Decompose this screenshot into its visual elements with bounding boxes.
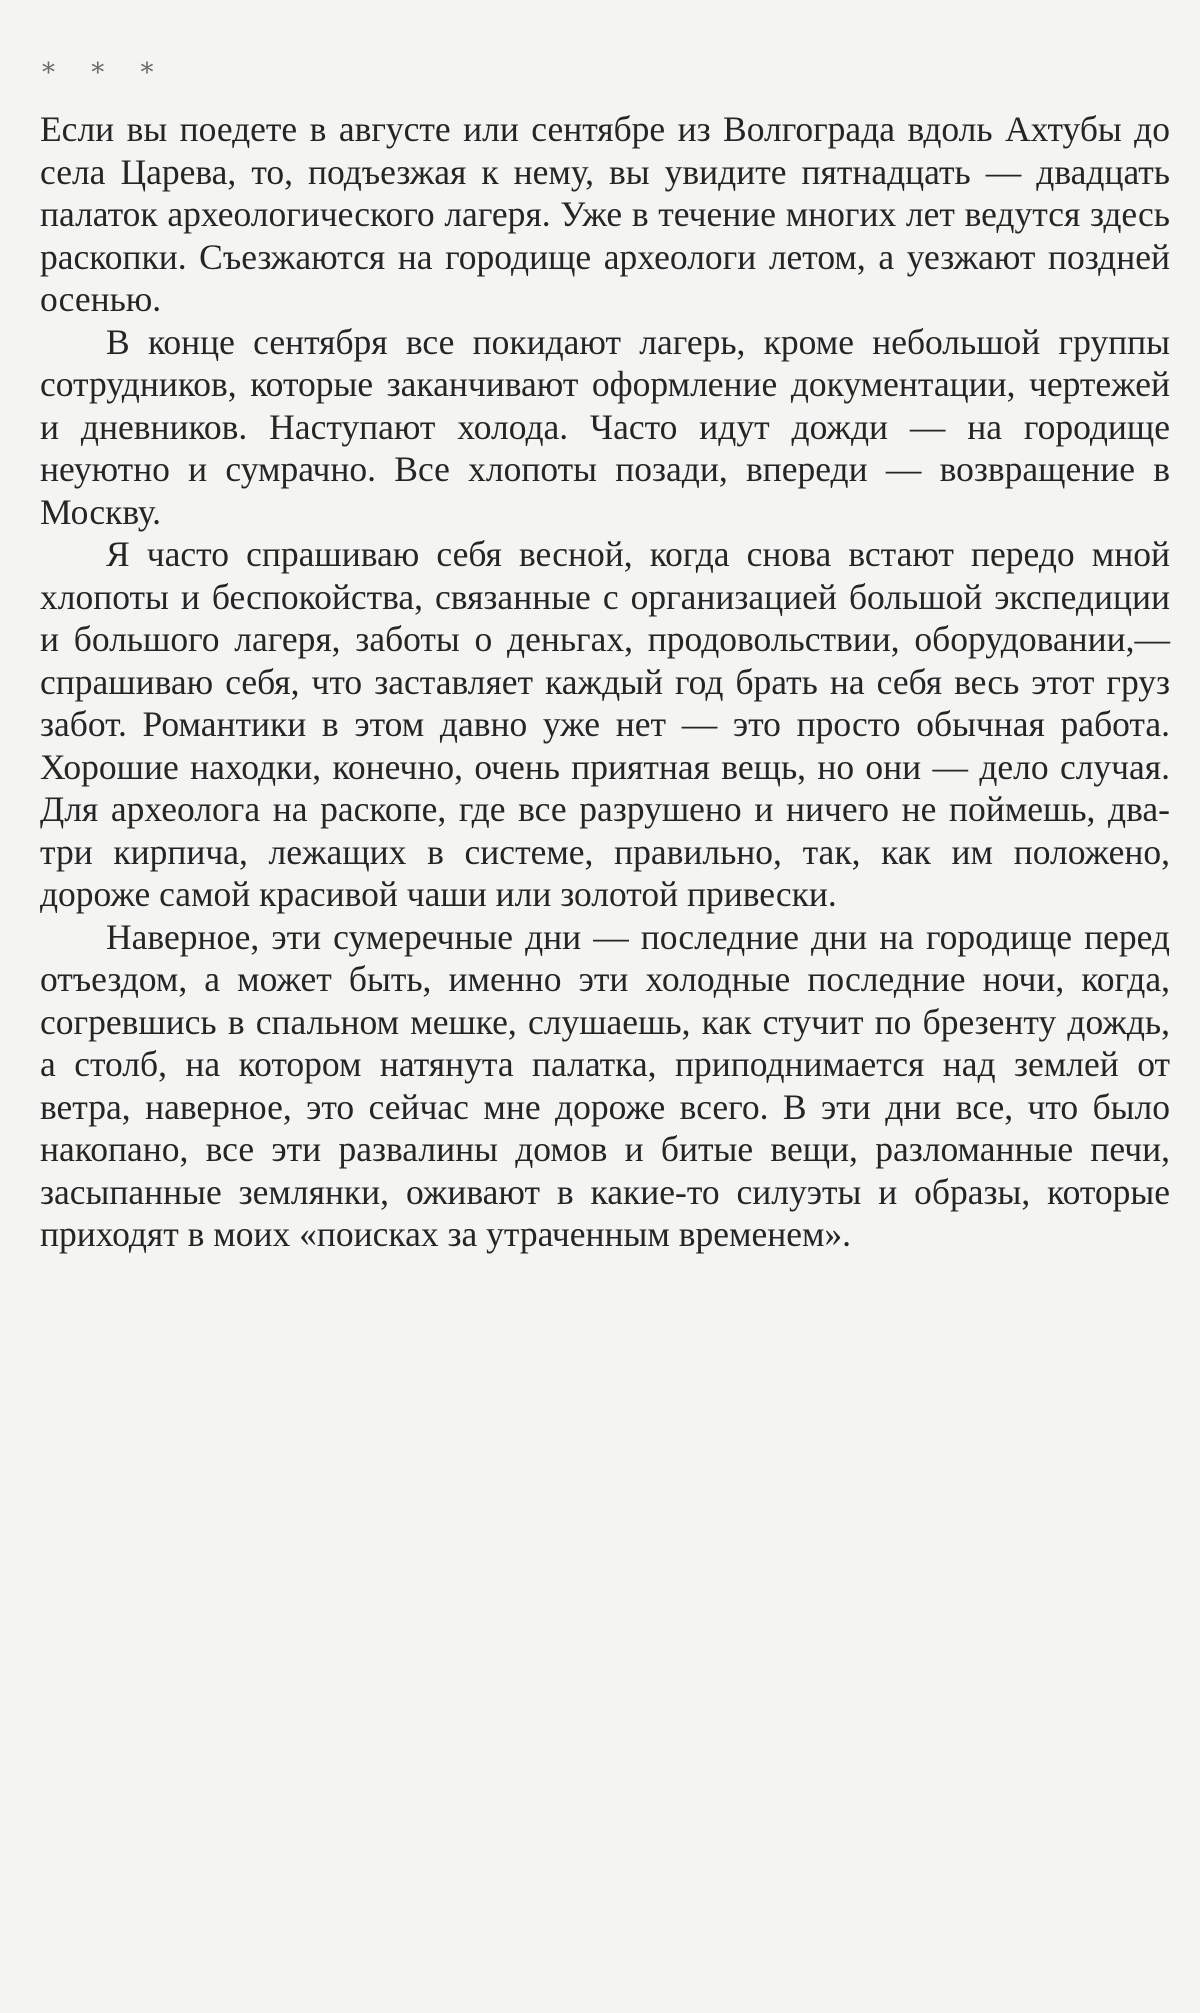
body-text bbox=[40, 108, 1170, 1256]
paragraph-4: Наверное, эти сумеречные дни — последние дни на городище перед отъездом, а может быть, именно эти холодные последние ночи, когда, согревшись в спальном мешке, слушаешь, как стучит по брезенту дождь, а столб, на котором натянута палатка, приподнимается над землей от ветра, наверное, это сейчас мне дороже всего. В эти дни все, что было накопано, все эти развалины домов и битые вещи, разломанные печи, засыпанные землянки, оживают в какие-то силуэты и образы, которые приходят в моих «поисках за утраченным временем». bbox=[40, 916, 1170, 1254]
paragraph-1: Если вы поедете в августе или сентябре из Волгограда вдоль Ахтубы до села Царева, то, подъезжая к нему, вы увидите пятнадцать — двадцать палаток археологического лагеря. Уже в течение многих лет ведутся здесь раскопки. Съезжаются на городище археологи летом, а уезжают поздней осенью. bbox=[40, 109, 1170, 319]
paragraph-2: В конце сентября все покидают лагерь, кроме небольшой группы сотрудников, которые заканчивают оформление документации, чертежей и дневников. Наступают холода. Часто идут дожди — на городище неуютно и сумрачно. Все хлопоты позади, впереди — возвращение в Москву. bbox=[40, 321, 1170, 532]
section-break-asterisks: * * * bbox=[42, 58, 168, 88]
paragraph-3: Я часто спрашиваю себя весной, когда снова встают передо мной хлопоты и беспокойства, связанные с организацией большой экспедиции и большого лагеря, заботы о деньгах, продовольствии, оборудовании,— спрашиваю себя, что заставляет каждый год брать на себя весь этот груз забот. Романтики в этом давно уже нет — это просто обычная работа. Хорошие находки, конечно, очень приятная вещь, но они — дело случая. Для археолога на раскопе, где все разрушено и ничего не поймешь, два-три кирпича, лежащих в системе, правильно, так, как им положено, дороже самой красивой чаши или золотой привески. bbox=[40, 534, 1170, 914]
